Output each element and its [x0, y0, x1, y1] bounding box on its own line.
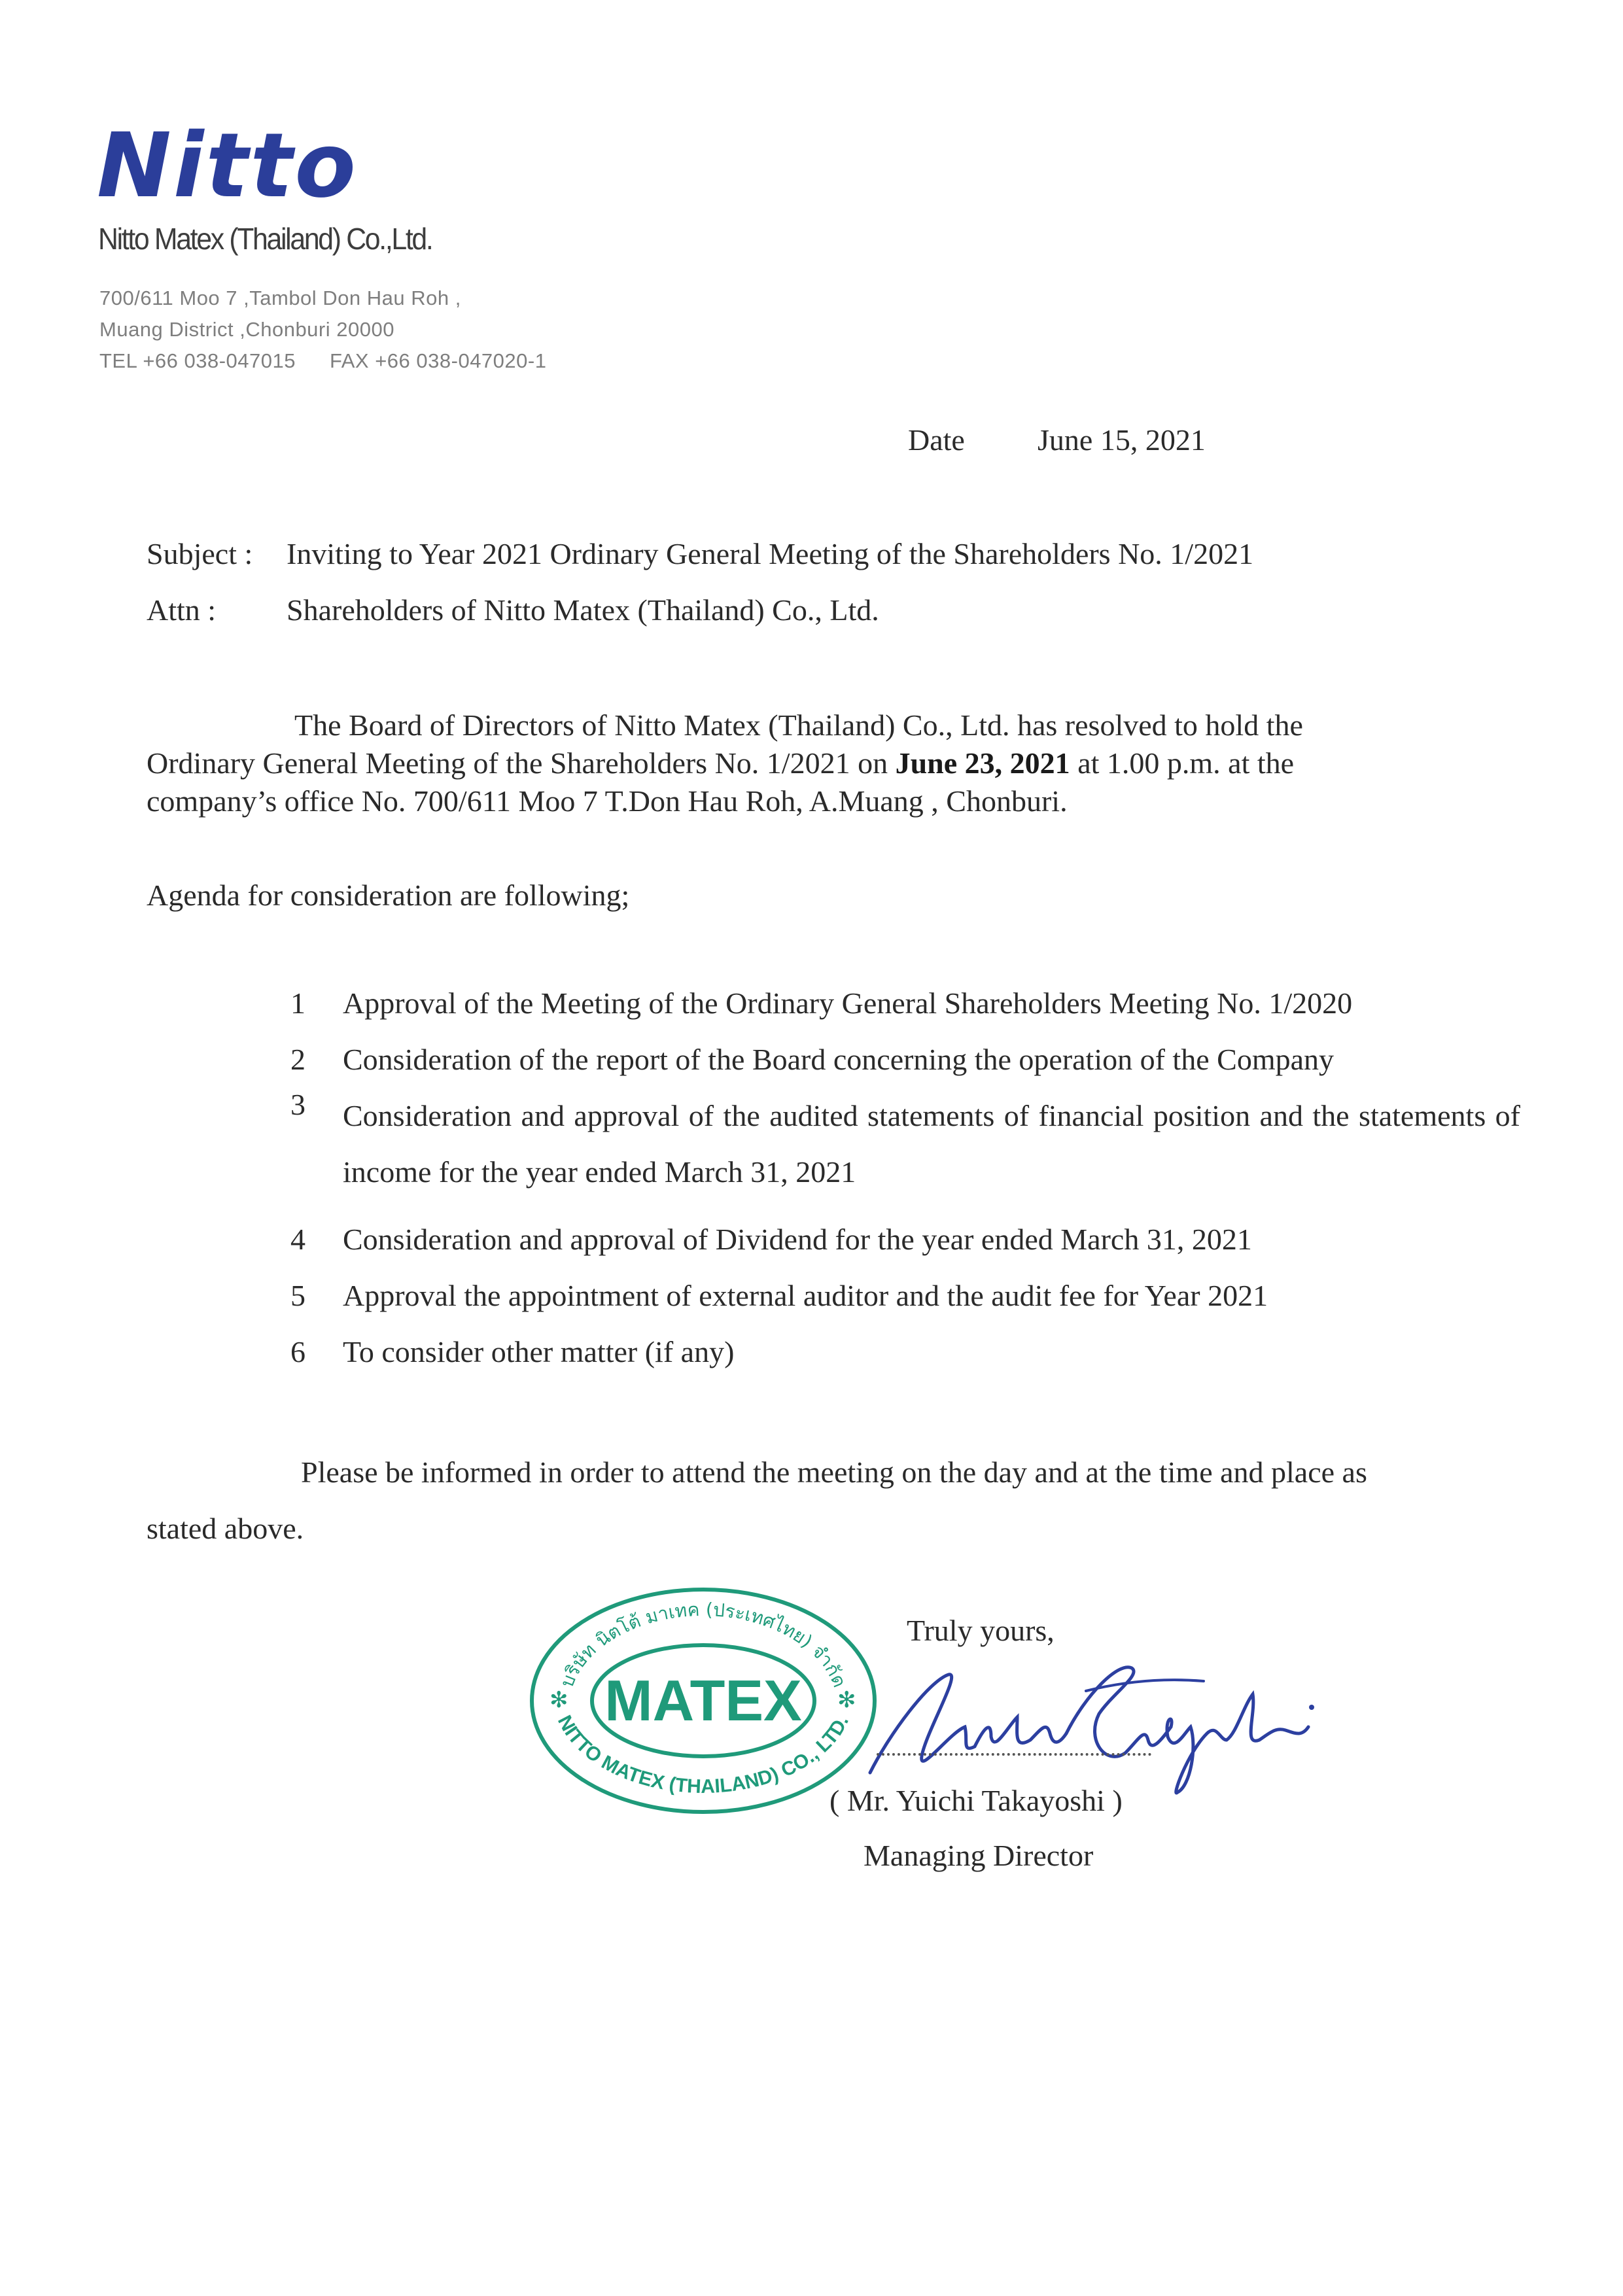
closing-paragraph — [147, 1444, 1468, 1557]
agenda-list — [290, 986, 1520, 1391]
stamp-english-text: NITTO MATEX (THAILAND) CO., LTD. — [553, 1712, 853, 1798]
date-value: June 15, 2021 — [1038, 423, 1206, 457]
stamp-thai-text: บริษัท นิตโต้ มาเทค (ประเทศไทย) จำกัด — [555, 1598, 851, 1691]
address-line-2: Muang District ,Chonburi 20000 — [99, 318, 394, 341]
fax-number: FAX +66 038-047020-1 — [330, 349, 547, 372]
agenda-item-number: 5 — [290, 1279, 305, 1312]
agenda-item-text: Consideration of the report of the Board concerning the operation of the Company — [343, 1043, 1335, 1076]
invitation-line-2-end: at 1.00 p.m. at the — [1070, 746, 1295, 780]
agenda-item — [290, 1043, 1468, 1077]
invitation-line-1: The Board of Directors of Nitto Matex (Thailand) Co., Ltd. has resolved to hold the — [294, 708, 1303, 742]
agenda-item-text: To consider other matter (if any) — [343, 1335, 735, 1368]
invitation-line-2-start: Ordinary General Meeting of the Shareholders No. 1/2021 on — [147, 746, 896, 780]
agenda-item-text: Consideration and approval of the audited statements of financial position and the statements of income for the year ended March 31, 2021 — [343, 1099, 1520, 1189]
meeting-date: June 23, 2021 — [895, 746, 1070, 780]
attn-label: Attn : — [147, 593, 217, 627]
agenda-item-text: Approval of the Meeting of the Ordinary General Shareholders Meeting No. 1/2020 — [343, 986, 1353, 1020]
signer-name: ( Mr. Yuichi Takayoshi ) — [829, 1784, 1123, 1817]
closing-line-2: stated above. — [147, 1512, 304, 1545]
company-name: Nitto Matex (Thailand) Co.,Ltd. — [98, 222, 432, 256]
agenda-item-number: 1 — [290, 986, 305, 1020]
invitation-paragraph — [147, 706, 1422, 820]
agenda-item — [290, 1088, 1520, 1200]
address-line-1: 700/611 Moo 7 ,Tambol Don Hau Roh , — [99, 287, 461, 309]
closing-salutation: Truly yours, — [907, 1614, 1055, 1647]
subject-text: Inviting to Year 2021 Ordinary General Meeting of the Shareholders No. 1/2021 — [287, 537, 1254, 570]
agenda-item-number: 4 — [290, 1223, 305, 1256]
agenda-item — [290, 986, 1468, 1020]
subject-label: Subject : — [147, 537, 253, 570]
company-logo: Nitto — [97, 114, 358, 218]
agenda-item — [290, 1279, 1468, 1313]
telephone-number: TEL +66 038-047015 — [99, 349, 296, 372]
agenda-item — [290, 1223, 1468, 1257]
agenda-item-text: Approval the appointment of external auditor and the audit fee for Year 2021 — [343, 1279, 1268, 1312]
invitation-line-2 — [147, 744, 1422, 782]
agenda-item-number: 3 — [290, 1088, 305, 1121]
agenda-item-number: 2 — [290, 1043, 305, 1076]
agenda-intro: Agenda for consideration are following; — [147, 878, 630, 912]
stamp-asterisk-right-icon: ✻ — [837, 1687, 856, 1713]
invitation-line-3: company’s office No. 700/611 Moo 7 T.Don Hau Roh, A.Muang , Chonburi. — [147, 784, 1068, 818]
stamp-asterisk-left-icon: ✻ — [550, 1687, 568, 1713]
stamp-center-text: MATEX — [604, 1668, 802, 1733]
signer-position: Managing Director — [864, 1839, 1094, 1872]
agenda-item-text: Consideration and approval of Dividend for the year ended March 31, 2021 — [343, 1223, 1252, 1256]
closing-line-1: Please be informed in order to attend the meeting on the day and at the time and place as — [301, 1455, 1367, 1489]
attn-text: Shareholders of Nitto Matex (Thailand) Co., Ltd. — [287, 593, 879, 627]
agenda-item — [290, 1335, 1468, 1369]
signature-dotted-line — [877, 1753, 1151, 1756]
date-label: Date — [908, 423, 965, 457]
contact-line — [99, 349, 546, 373]
agenda-item-number: 6 — [290, 1335, 305, 1368]
